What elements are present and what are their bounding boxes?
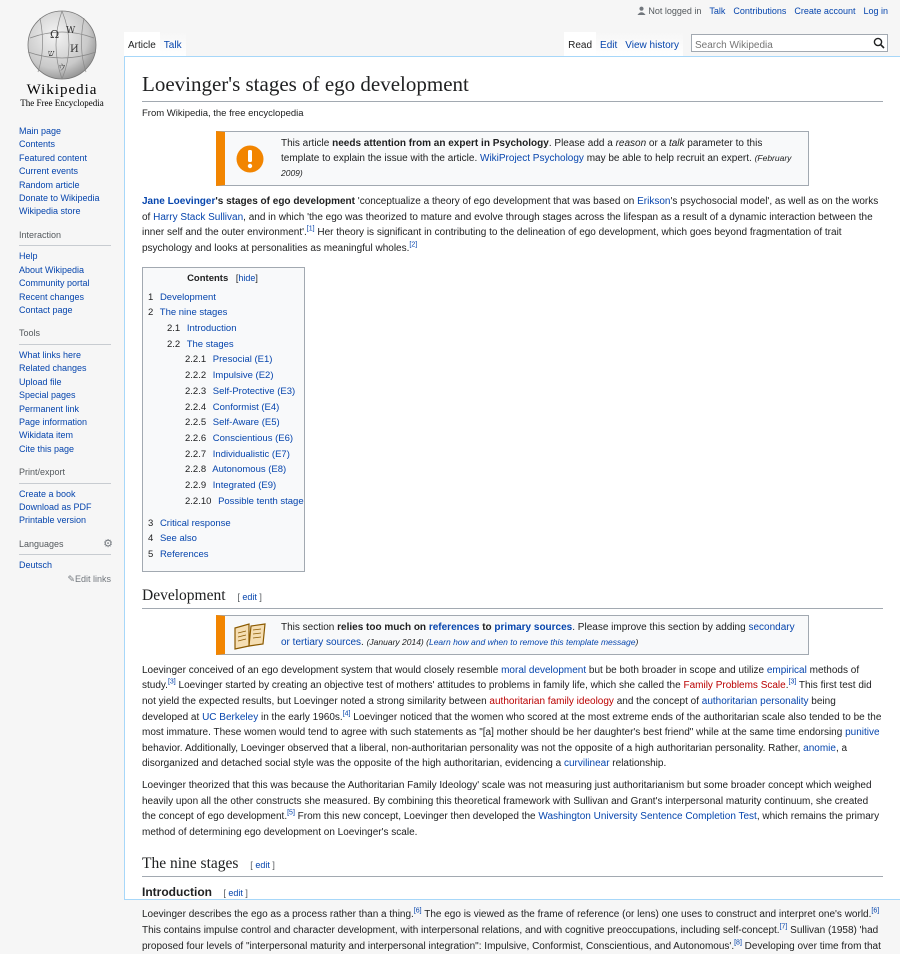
dev-p1-g: and the concept of (613, 695, 702, 707)
toc-link[interactable]: The nine stages (159, 307, 228, 319)
toc-item[interactable] (148, 462, 297, 478)
curvilinear-link[interactable]: curvilinear (563, 758, 610, 770)
toc-num: 2.2.6 (185, 433, 207, 444)
print-export-heading: Print/export (19, 466, 111, 484)
expert-box-text (281, 136, 800, 181)
log-in-link[interactable]: Log in (863, 6, 888, 16)
ps-text-bold-1: relies too much on (337, 621, 429, 633)
toc-title (148, 273, 297, 284)
site-subtitle: From Wikipedia, the free encyclopedia (142, 108, 304, 120)
dev-p1-a: Loevinger conceived of an ego development system that would closely resemble (142, 664, 502, 676)
toc-link[interactable]: Autonomous (E8) (212, 464, 287, 476)
lead-text-3: , and in which 'the ego was theorized to mature and evolve through stages across the lifespan as a result of a dynamic interaction between the inner self and the outer environment'. (142, 211, 873, 239)
interaction-portal (19, 229, 111, 318)
sidebar-item-contents[interactable]: Contents (19, 139, 56, 150)
ps-text-1: This section (281, 621, 338, 633)
toc-toggle: [hide] (230, 272, 258, 283)
expert-text-3: or a (646, 138, 669, 150)
intro-e: Developing over time from that (741, 940, 881, 952)
toc-item[interactable] (148, 321, 297, 337)
sidebar-item-related-changes[interactable]: Related changes (19, 363, 87, 374)
toc-hide-link[interactable]: hide (238, 272, 256, 283)
sidebar-item-download-pdf[interactable]: Download as PDF (19, 502, 92, 513)
references-link[interactable]: references (428, 621, 480, 633)
primary-sources-link[interactable]: primary sources (494, 621, 573, 633)
toc-link[interactable]: See also (159, 533, 197, 545)
toc-item[interactable] (148, 368, 297, 384)
sidebar-item-current-events[interactable]: Current events (19, 166, 79, 177)
sidebar-item-upload-file[interactable]: Upload file (19, 376, 62, 387)
tab-read[interactable]: Read (564, 32, 596, 56)
toc-item[interactable] (148, 337, 297, 353)
sidebar-item-what-links-here[interactable]: What links here (19, 349, 82, 360)
dev-p2-b: From this new concept, Loevinger then developed the (294, 811, 539, 823)
toc-link[interactable]: Individualistic (E7) (212, 448, 290, 460)
sidebar-item-donate[interactable]: Donate to Wikipedia (19, 193, 100, 204)
interaction-heading: Interaction (19, 229, 111, 247)
ps-text-bold-2: to (479, 621, 495, 633)
toc-link[interactable]: Possible tenth stage (218, 495, 304, 507)
dev-p1-b: but be both broader in scope and utilize (586, 664, 767, 676)
ref-8[interactable]: [8] (734, 939, 742, 947)
authoritarian-personality-link[interactable]: authoritarian personality (701, 695, 809, 707)
toc-num: 2.2.3 (185, 385, 207, 397)
dev-p2-a: Loevinger theorized that this was because the Authoritarian Family Ideology' scale was not measuring just authoritarianism but some broader concept which weighed heavily upon all the other constructs she measured. By combining this theoretical framework with Sullivan and Grant's interpersonal maturity continuum, she created the concept of ego development. (142, 779, 872, 823)
ref-3[interactable]: [3] (167, 679, 176, 687)
toc-num: 1 (148, 291, 154, 303)
sidebar-item-create-book[interactable]: Create a book (19, 488, 76, 499)
pencil-icon: ✎ (67, 573, 75, 584)
toc-link[interactable]: Self-Aware (E5) (212, 417, 280, 429)
sidebar-item-recent-changes[interactable]: Recent changes (19, 291, 85, 302)
edit-section-link[interactable]: edit (242, 591, 257, 602)
lead-text-4: Her theory is significant in contributing to the delineation of ego development, which goes beyond fragmentation of trait psychology and looks at personalities as meaningful wholes. (142, 227, 842, 255)
toc-link[interactable]: The stages (186, 338, 234, 350)
ref-5[interactable]: [5] (287, 809, 295, 817)
not-logged-in-label: Not logged in (648, 6, 702, 16)
sidebar-item-special-pages[interactable]: Special pages (19, 390, 76, 401)
toc-num: 2.2.10 (185, 495, 212, 507)
development-paragraph-1 (142, 663, 883, 772)
toc-item[interactable] (148, 305, 297, 321)
expert-text-4: parameter to this template to explain the issue with the article. (281, 138, 763, 165)
dev-p1-l: , a disorganized and detached social style was the opposite of the high authoritarian, evidencing a (142, 742, 848, 770)
svg-text:И: И (70, 44, 79, 55)
expert-text-1: This article (281, 138, 333, 150)
dev-p1-f: This first test did not yield the expected results, but Loevinger noted a strong similarity between (142, 680, 872, 707)
toc-link[interactable]: Self-Protective (E3) (212, 385, 296, 397)
family-problems-scale-link[interactable]: Family Problems Scale (683, 680, 786, 692)
sidebar-item-cite-this-page[interactable]: Cite this page (19, 443, 75, 454)
search-icon[interactable] (873, 37, 885, 49)
view-tabs (564, 32, 888, 56)
user-icon (637, 6, 646, 15)
toc-link[interactable]: Conformist (E4) (212, 401, 280, 413)
print-export-portal (19, 466, 111, 528)
toc-item[interactable] (148, 494, 304, 510)
dev-p1-m: relationship. (609, 758, 667, 770)
content (124, 56, 900, 952)
toc-link[interactable]: Development (159, 291, 216, 303)
toc-link[interactable]: Introduction (186, 323, 237, 335)
toc-num: 2.2.1 (185, 354, 207, 366)
search-box (691, 34, 888, 52)
dev-p1-j: Loevinger noticed that the women who scored at the most extreme ends of the authoritarian scale also tended to be the most immature. These women would tend to agree with such statements as "[a] mother should be her daughter's best friend" while at the same time endorsing (142, 711, 882, 739)
erikson-link[interactable]: Erikson (637, 196, 671, 208)
wikiproject-psychology-link[interactable]: WikiProject Psychology (480, 153, 584, 165)
svg-text:Ω: Ω (50, 28, 60, 41)
table-of-contents (142, 267, 305, 572)
jane-loevinger-link[interactable]: Jane Loevinger (142, 196, 216, 208)
uc-berkeley-link[interactable]: UC Berkeley (202, 711, 259, 723)
languages-portal (19, 538, 111, 586)
toc-link[interactable]: Conscientious (E6) (212, 433, 294, 444)
sidebar-item-store[interactable]: Wikipedia store (19, 206, 81, 217)
sidebar-item-printable-version[interactable]: Printable version (19, 515, 87, 526)
edit-section: [ edit ] (237, 591, 262, 602)
tab-article[interactable]: Article (124, 32, 160, 56)
sidebar-item-contact[interactable]: Contact page (19, 304, 73, 315)
expert-needed-box (216, 131, 809, 186)
logo-tagline: The Free Encyclopedia (20, 98, 104, 108)
ref-4[interactable]: [4] (342, 710, 351, 718)
lead-paragraph (142, 194, 883, 256)
ref-6[interactable]: [6] (413, 908, 422, 916)
dev-p2-c: , which remains the primary method of determining ego development on Loevinger's scale. (142, 811, 880, 838)
empirical-link[interactable]: empirical (766, 664, 807, 676)
toc-num: 5 (148, 548, 154, 560)
nine-stages-heading (142, 854, 883, 877)
svg-text:W: W (66, 26, 76, 36)
learn-how-link[interactable]: Learn how and when to remove this template message (428, 636, 636, 647)
tab-edit[interactable]: Edit (596, 32, 621, 56)
introduction-heading-label: Introduction (142, 885, 212, 900)
edit-links-label: Edit links (74, 573, 111, 584)
dev-p1-c: methods of study. (142, 664, 860, 692)
dev-p1-d: Loevinger started by creating an objective test of mothers' attitudes to problems in family life, which she called the (175, 680, 684, 692)
wusct-link[interactable]: Washington University Sentence Completion Test (538, 811, 757, 823)
expert-text-reason: reason (615, 138, 647, 150)
sidebar-item-community-portal[interactable]: Community portal (19, 278, 90, 289)
toc-item[interactable] (148, 516, 297, 532)
toc-num: 4 (148, 533, 154, 545)
toc-item[interactable] (148, 531, 297, 547)
primary-sources-text (281, 620, 800, 650)
sidebar-item-wikidata-item[interactable]: Wikidata item (19, 430, 74, 441)
development-paragraph-2 (142, 778, 883, 840)
toc-num: 2 (148, 307, 154, 319)
toc-link[interactable]: Critical response (159, 517, 231, 529)
namespace-tabs (124, 32, 186, 56)
expert-box-date: (February 2009) (281, 153, 792, 179)
toc-num: 2.2.9 (185, 480, 207, 492)
punitive-link[interactable]: punitive (845, 727, 880, 739)
intro-c: This contains impulse control and character development, with interpersonal relations, and with cognitive preoccupations, including self-concept. (142, 925, 780, 937)
intro-a: Loevinger describes the ego as a process rather than a thing. (142, 909, 414, 921)
ps-text-3: . (361, 636, 367, 648)
languages-heading (19, 538, 111, 556)
edit-section-link[interactable]: edit (228, 888, 243, 899)
moral-development-link[interactable]: moral development (501, 664, 587, 676)
toc-num: 2.2 (167, 338, 181, 350)
toc-link[interactable]: References (159, 548, 209, 560)
sidebar-item-about[interactable]: About Wikipedia (19, 264, 85, 275)
tab-view-history[interactable]: View history (621, 32, 683, 56)
secondary-sources-link[interactable]: secondary or tertiary sources (281, 621, 795, 648)
introduction-paragraph (142, 907, 883, 954)
ref-1[interactable]: [1] (306, 226, 315, 234)
nine-stages-heading-label: The nine stages (142, 855, 239, 873)
edit-links[interactable] (19, 573, 111, 586)
toc-num: 2.2.5 (185, 417, 207, 429)
sidebar-item-featured-content[interactable]: Featured content (19, 152, 88, 163)
authoritarian-family-ideology-link[interactable]: authoritarian family ideology (489, 695, 614, 707)
lead-text-1: 'conceptualize a theory of ego development that was based on (355, 196, 638, 208)
toc-title-label: Contents (187, 272, 229, 284)
sidebar-item-page-information[interactable]: Page information (19, 416, 88, 427)
not-logged-in (637, 6, 702, 16)
edit-section: [ edit ] (250, 860, 275, 871)
page-title: Loevinger's stages of ego development (142, 71, 883, 102)
ref-7[interactable]: [7] (779, 923, 788, 931)
toc-item[interactable] (148, 415, 297, 431)
toc-item[interactable] (148, 431, 297, 447)
expert-text-2: . Please add a (548, 138, 616, 150)
ref-6b[interactable]: [6] (871, 908, 880, 916)
dev-p1-h: being developed at (142, 695, 836, 723)
toc-item[interactable] (148, 290, 297, 306)
expert-text-5: may be able to help recruit an expert. (583, 153, 755, 165)
ref-3b[interactable]: [3] (788, 679, 797, 687)
toc-link[interactable]: Presocial (E1) (212, 354, 273, 366)
intro-d: Sullivan (1958) 'had proposed four levels of "interpersonal maturity and interpersonal integration": Impulsive, Conformist, Conscientious, and Autonomous'. (142, 925, 879, 952)
personal-tools (637, 6, 888, 16)
toc-item[interactable] (148, 400, 297, 416)
dev-p1-k: behavior. Additionally, Loevinger observed that a liberal, non-authoritarian personality was not the opposite of a high authoritarian personality. Rather, (142, 742, 804, 754)
edit-section-link[interactable]: edit (255, 860, 270, 871)
development-heading (142, 586, 883, 609)
dev-p1-i: in the early 1960s. (258, 711, 343, 723)
languages-heading-label: Languages (19, 538, 64, 549)
anomie-link[interactable]: anomie (803, 742, 836, 754)
sidebar-item-main-page[interactable]: Main page (19, 126, 62, 136)
toc-item[interactable] (148, 352, 297, 368)
dev-p1-e: . (785, 680, 789, 692)
intro-b: The ego is viewed as the frame of reference (or lens) one uses to construct and interpret one's world. (421, 909, 872, 921)
wikipedia-logo[interactable] (0, 0, 124, 112)
sullivan-link[interactable]: Harry Stack Sullivan (153, 211, 244, 223)
toc-num: 3 (148, 517, 154, 529)
introduction-heading (142, 883, 883, 901)
toc-num: 2.2.8 (185, 464, 207, 476)
sidebar-item-deutsch[interactable]: Deutsch (19, 560, 53, 571)
book-icon (233, 620, 267, 650)
logo-wordmark: Wikipedia (26, 82, 98, 98)
ps-learn-close: ) (635, 636, 639, 647)
toc-item[interactable] (148, 478, 297, 494)
toc-num: 2.1 (167, 323, 181, 335)
sidebar-item-help[interactable]: Help (19, 251, 38, 262)
create-account-link[interactable]: Create account (794, 6, 856, 16)
toc-num: 2.2.7 (185, 448, 207, 460)
contributions-link[interactable]: Contributions (733, 6, 787, 16)
primary-sources-box (216, 615, 809, 655)
toc-item[interactable] (148, 447, 297, 463)
ps-date: (January 2014) (366, 636, 424, 647)
lead-text-2: 's psychosocial model', as well as on the works of (142, 196, 879, 223)
expert-text-talk: talk (668, 138, 685, 150)
toc-num: 2.2.2 (185, 370, 207, 382)
ps-text-2: . Please improve this section by adding (572, 621, 749, 633)
development-heading-label: Development (142, 586, 226, 604)
talk-link[interactable]: Talk (709, 6, 726, 16)
lead-bold-rest: 's stages of ego development (215, 196, 355, 208)
sidebar-item-permanent-link[interactable]: Permanent link (19, 403, 80, 414)
tools-heading: Tools (19, 327, 111, 345)
exclamation-icon (233, 144, 267, 174)
tab-talk[interactable]: Talk (160, 32, 186, 56)
tools-portal (19, 327, 111, 456)
svg-text:ウ: ウ (58, 63, 66, 72)
ref-2[interactable]: [2] (409, 241, 418, 249)
gear-icon[interactable]: ⚙ (103, 537, 113, 550)
edit-section: [ edit ] (223, 888, 248, 899)
toc-num: 2.2.4 (185, 401, 207, 413)
toc-item[interactable] (148, 384, 297, 400)
sidebar-item-random-article[interactable]: Random article (19, 179, 80, 190)
expert-text-bold: needs attention from an expert in Psychology (332, 138, 549, 150)
sidebar (0, 125, 124, 596)
svg-text:ש: ש (48, 49, 55, 59)
search-input[interactable] (692, 38, 867, 54)
toc-link[interactable]: Impulsive (E2) (212, 370, 274, 382)
navigation-portal (19, 125, 111, 219)
toc-link[interactable]: Integrated (E9) (212, 480, 277, 492)
puzzle-globe-icon (20, 8, 104, 82)
ps-learn-open: ( (423, 636, 429, 647)
toc-item[interactable] (148, 547, 297, 563)
